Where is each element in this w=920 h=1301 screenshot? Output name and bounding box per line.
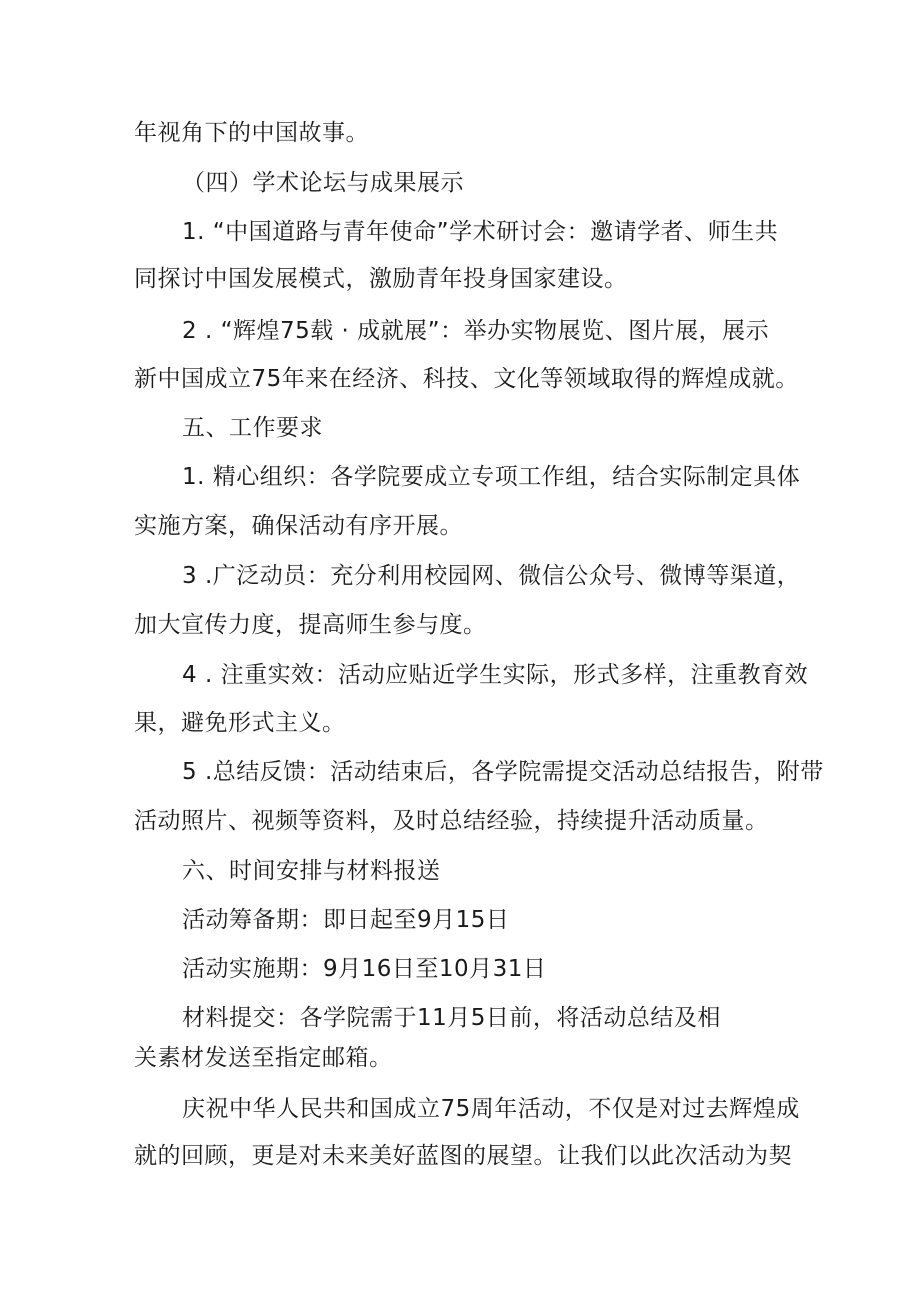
text-line-5: 2 . “辉煌75载 · 成就展”：举办实物展览、图片展，展示 [182, 318, 770, 344]
text-line-8: 1. 精心组织：各学院要成立专项工作组，结合实际制定具体 [182, 464, 801, 490]
text-line-12: 4 . 注重实效：活动应贴近学生实际，形式多样，注重教育效 [182, 662, 809, 688]
text-line-9: 实施方案，确保活动有序开展。 [134, 513, 463, 539]
implementation-period-line: 活动实施期：9月16日至10月31日 [182, 956, 547, 982]
prep-period-line: 活动筹备期：即日起至9月15日 [182, 907, 510, 933]
section-heading-5: 五、工作要求 [182, 415, 323, 441]
text-line-1: 年视角下的中国故事。 [134, 120, 369, 146]
text-line-13: 果，避免形式主义。 [134, 710, 346, 736]
section-heading-4: （四）学术论坛与成果展示 [182, 170, 464, 196]
submission-line: 材料提交：各学院需于11月5日前，将活动总结及相 [182, 1005, 721, 1031]
closing-line-1: 庆祝中华人民共和国成立75周年活动，不仅是对过去辉煌成 [182, 1096, 800, 1122]
text-line-3: 1. “中国道路与青年使命”学术研讨会：邀请学者、师生共 [182, 219, 779, 245]
closing-line-2: 就的回顾，更是对未来美好蓝图的展望。让我们以此次活动为契 [134, 1143, 792, 1169]
text-line-10: 3 .广泛动员：充分利用校园网、微信公众号、微博等渠道， [182, 563, 801, 589]
text-line-6: 新中国成立75年来在经济、科技、文化等领域取得的辉煌成就。 [134, 366, 799, 392]
text-line-11: 加大宣传力度，提高师生参与度。 [134, 612, 487, 638]
text-line-14: 5 .总结反馈：活动结束后，各学院需提交活动总结报告，附带 [182, 759, 824, 785]
text-line-4: 同探讨中国发展模式，激励青年投身国家建设。 [134, 266, 628, 292]
submission-line-cont: 关素材发送至指定邮箱。 [134, 1045, 393, 1071]
section-heading-6: 六、时间安排与材料报送 [182, 858, 441, 884]
text-line-15: 活动照片、视频等资料，及时总结经验，持续提升活动质量。 [134, 808, 769, 834]
